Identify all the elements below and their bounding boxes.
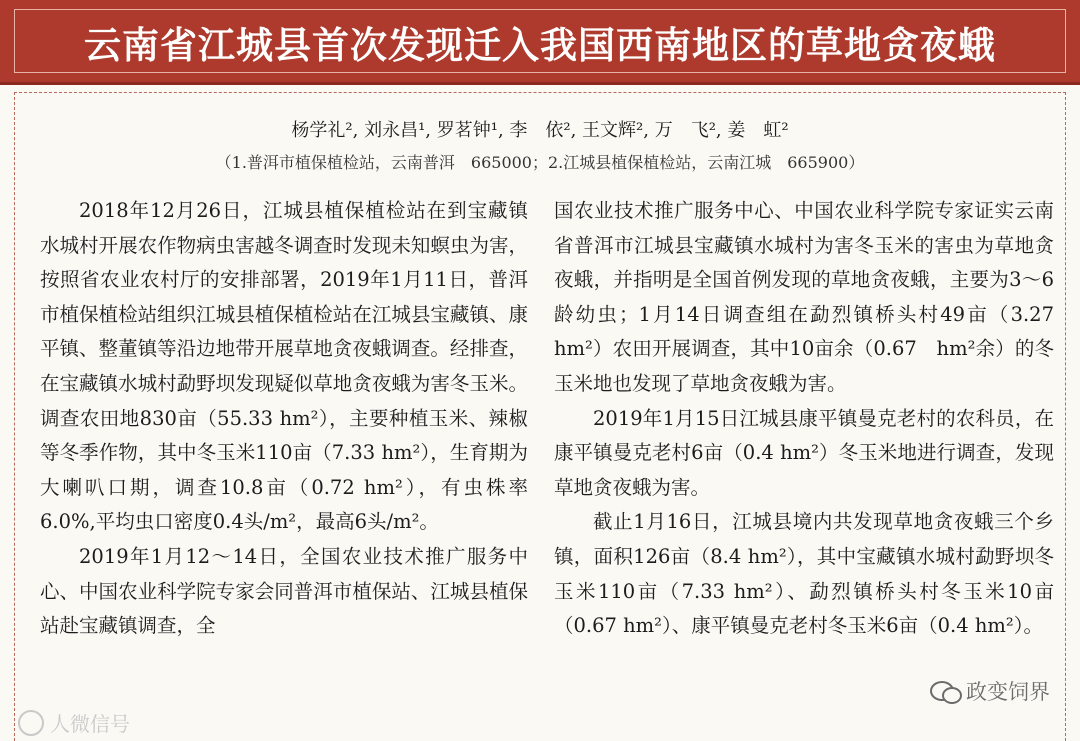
title-bar (0, 0, 1080, 85)
circle-icon (18, 710, 44, 736)
wechat-watermark (930, 676, 1050, 706)
dashed-divider (14, 92, 1066, 93)
watermark-text: 人微信号 (50, 712, 130, 736)
paragraph: 截止1月16日，江城县境内共发现草地贪夜蛾三个乡镇，面积126亩（8.4 hm²），其中宝藏镇水城村勐野坝冬玉米110亩（7.33 hm²）、勐烈镇桥头村冬玉米10亩（0.67 hm²）、康平镇曼克老村冬玉米6亩（0.4 hm²）。 (554, 510, 1054, 638)
right-border (1065, 92, 1066, 741)
paragraph: 2019年1月15日江城县康平镇曼克老村的农科员，在康平镇曼克老村6亩（0.4 hm²）冬玉米地进行调查，发现草地贪夜蛾为害。 (554, 406, 1054, 499)
watermark-text: 政变饲界 (966, 680, 1050, 704)
article-title: 云南省江城县首次发现迁入我国西南地区的草地贪夜蛾 (84, 24, 996, 67)
left-column (40, 194, 528, 644)
corner-watermark (18, 708, 130, 737)
author-list: 杨学礼², 刘永昌¹, 罗茗钟¹, 李 依², 王文辉², 万 飞², 姜 虹² (291, 120, 789, 141)
affiliation: （1.普洱市植保植检站，云南普洱 665000；2.江城县植保植检站，云南江城 665900） (215, 153, 865, 172)
wechat-icon (930, 679, 960, 703)
paragraph: 2018年12月26日，江城县植保植检站在到宝藏镇水城村开展农作物病虫害越冬调查时发现未知螟虫为害，按照省农业农村厅的安排部署，2019年1月11日，普洱市植保植检站组织江城县植保植检站在江城县宝藏镇、康平镇、整董镇等沿边地带开展草地贪夜蛾调查。经排查，在宝藏镇水城村勐野坝发现疑似草地贪夜蛾为害冬玉米。调查农田地830亩（55.33 hm²），主要种植玉米、辣椒等冬季作物，其中冬玉米110亩（7.33 hm²），生育期为大喇叭口期，调查10.8亩（0.72 hm²），有虫株率6.0%,平均虫口密度0.4头/m²，最高6头/m²。 (40, 199, 528, 534)
paragraph: 国农业技术推广服务中心、中国农业科学院专家证实云南省普洱市江城县宝藏镇水城村为害冬玉米的害虫为草地贪夜蛾，并指明是全国首例发现的草地贪夜蛾，主要为3～6龄幼虫；1月14日调查组在勐烈镇桥头村49亩（3.27 hm²）农田开展调查，其中10亩余（0.67 hm²余）的冬玉米地也发现了草地贪夜蛾为害。 (554, 199, 1074, 395)
left-border (14, 92, 15, 741)
right-column (554, 194, 1074, 644)
paragraph: 2019年1月12～14日，全国农业技术推广服务中心、中国农业科学院专家会同普洱市植保站、江城县植保站赴宝藏镇调查，全 (40, 544, 528, 638)
